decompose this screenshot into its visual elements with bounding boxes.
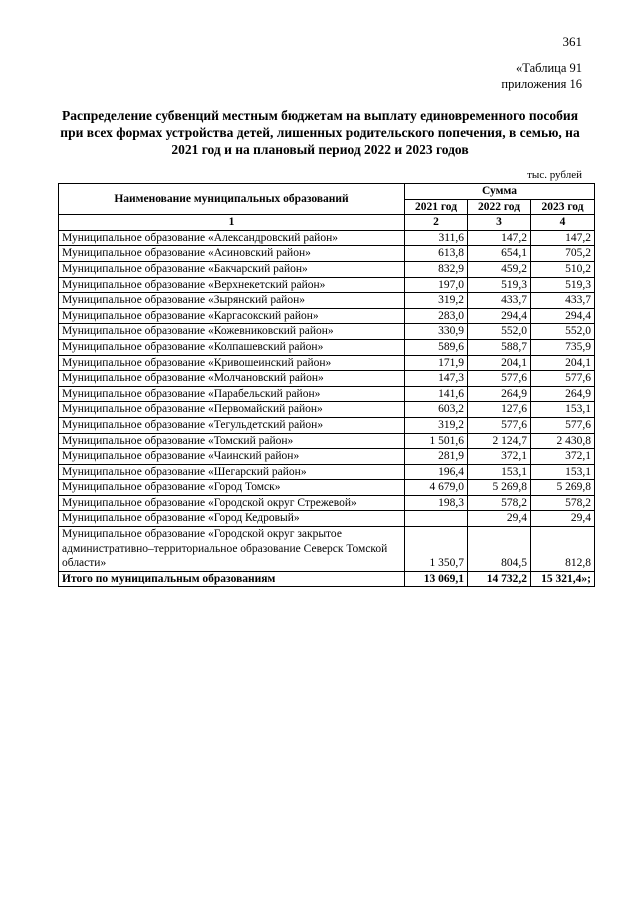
amount-2023: 264,9	[531, 386, 595, 402]
table-header-row	[59, 184, 595, 200]
amount-2021: 171,9	[405, 355, 468, 371]
subvention-table	[58, 183, 595, 587]
table-row	[59, 339, 595, 355]
table-row	[59, 246, 595, 262]
municipality-name: Муниципальное образование «Томский район»	[59, 433, 405, 449]
amount-2021: 613,8	[405, 246, 468, 262]
amount-2022: 2 124,7	[468, 433, 531, 449]
table-row	[59, 527, 595, 572]
amount-2023: 294,4	[531, 308, 595, 324]
amount-2021	[405, 511, 468, 527]
table-row	[59, 293, 595, 309]
amount-2023: 153,1	[531, 464, 595, 480]
amount-2021: 1 350,7	[405, 527, 468, 572]
table-row	[59, 402, 595, 418]
table-row	[59, 417, 595, 433]
amount-2021: 832,9	[405, 261, 468, 277]
table-reference-line2: приложения 16	[501, 77, 582, 91]
header-sum: Сумма	[405, 184, 595, 200]
amount-2021: 319,2	[405, 293, 468, 309]
amount-2023: 372,1	[531, 449, 595, 465]
municipality-name: Муниципальное образование «Чаинский район»	[59, 449, 405, 465]
amount-2022: 804,5	[468, 527, 531, 572]
municipality-name: Муниципальное образование «Городской округ Стрежевой»	[59, 495, 405, 511]
amount-2023: 2 430,8	[531, 433, 595, 449]
municipality-name: Муниципальное образование «Город Томск»	[59, 480, 405, 496]
table-row	[59, 386, 595, 402]
table-row	[59, 449, 595, 465]
table-row	[59, 511, 595, 527]
amount-2022: 147,2	[468, 230, 531, 246]
amount-2022: 654,1	[468, 246, 531, 262]
municipality-name: Муниципальное образование «Кривошеинский район»	[59, 355, 405, 371]
amount-2022: 459,2	[468, 261, 531, 277]
amount-2021: 589,6	[405, 339, 468, 355]
municipality-name: Муниципальное образование «Тегульдетский район»	[59, 417, 405, 433]
table-row	[59, 371, 595, 387]
total-label: Итого по муниципальным образованиям	[59, 571, 405, 587]
amount-2021: 330,9	[405, 324, 468, 340]
amount-2021: 4 679,0	[405, 480, 468, 496]
amount-2023: 577,6	[531, 417, 595, 433]
amount-2021: 196,4	[405, 464, 468, 480]
header-2022: 2022 год	[468, 199, 531, 215]
table-row	[59, 480, 595, 496]
amount-2023: 433,7	[531, 293, 595, 309]
amount-2021: 197,0	[405, 277, 468, 293]
amount-2022: 552,0	[468, 324, 531, 340]
header-2023: 2023 год	[531, 199, 595, 215]
amount-2022: 127,6	[468, 402, 531, 418]
amount-2022: 5 269,8	[468, 480, 531, 496]
municipality-name: Муниципальное образование «Молчановский район»	[59, 371, 405, 387]
amount-2021: 141,6	[405, 386, 468, 402]
table-row	[59, 277, 595, 293]
header-name-column: Наименование муниципальных образований	[59, 184, 405, 215]
amount-2022: 433,7	[468, 293, 531, 309]
municipality-name: Муниципальное образование «Колпашевский район»	[59, 339, 405, 355]
units-label: тыс. рублей	[527, 169, 582, 181]
municipality-name: Муниципальное образование «Город Кедровый»	[59, 511, 405, 527]
table-row	[59, 230, 595, 246]
municipality-name: Муниципальное образование «Парабельский район»	[59, 386, 405, 402]
amount-2022: 588,7	[468, 339, 531, 355]
municipality-name: Муниципальное образование «Бакчарский район»	[59, 261, 405, 277]
table-row	[59, 308, 595, 324]
amount-2023: 29,4	[531, 511, 595, 527]
amount-2021: 603,2	[405, 402, 468, 418]
amount-2022: 264,9	[468, 386, 531, 402]
table-row	[59, 324, 595, 340]
column-number: 1	[59, 215, 405, 231]
table-reference-line1: «Таблица 91	[516, 61, 582, 75]
amount-2022: 294,4	[468, 308, 531, 324]
amount-2023: 153,1	[531, 402, 595, 418]
amount-2022: 519,3	[468, 277, 531, 293]
amount-2022: 577,6	[468, 417, 531, 433]
amount-2021: 147,3	[405, 371, 468, 387]
column-number: 3	[468, 215, 531, 231]
municipality-name: Муниципальное образование «Шегарский район»	[59, 464, 405, 480]
table-row	[59, 433, 595, 449]
amount-2023: 204,1	[531, 355, 595, 371]
amount-2022: 578,2	[468, 495, 531, 511]
amount-2021: 281,9	[405, 449, 468, 465]
table-row	[59, 464, 595, 480]
amount-2021: 1 501,6	[405, 433, 468, 449]
amount-2021: 283,0	[405, 308, 468, 324]
total-2022: 14 732,2	[468, 571, 531, 587]
amount-2023: 519,3	[531, 277, 595, 293]
municipality-name: Муниципальное образование «Кожевниковский район»	[59, 324, 405, 340]
total-row	[59, 571, 595, 587]
amount-2021: 311,6	[405, 230, 468, 246]
amount-2021: 319,2	[405, 417, 468, 433]
municipality-name: Муниципальное образование «Верхнекетский район»	[59, 277, 405, 293]
amount-2023: 578,2	[531, 495, 595, 511]
column-number: 4	[531, 215, 595, 231]
amount-2023: 812,8	[531, 527, 595, 572]
municipality-name: Муниципальное образование «Городской округ закрытое административно–территориальное образование Северск Томской области»	[59, 527, 405, 572]
column-numbers-row	[59, 215, 595, 231]
amount-2023: 552,0	[531, 324, 595, 340]
document-title: Распределение субвенций местным бюджетам на выплату единовременного пособия при всех формах устройства детей, лишенных родительского попечения, в семью, на 2021 год и на плановый период 2022 и 2023 годов	[60, 108, 580, 157]
municipality-name: Муниципальное образование «Асиновский район»	[59, 246, 405, 262]
amount-2023: 577,6	[531, 371, 595, 387]
column-number: 2	[405, 215, 468, 231]
amount-2023: 510,2	[531, 261, 595, 277]
header-2021: 2021 год	[405, 199, 468, 215]
amount-2023: 147,2	[531, 230, 595, 246]
municipality-name: Муниципальное образование «Каргасокский район»	[59, 308, 405, 324]
amount-2022: 153,1	[468, 464, 531, 480]
municipality-name: Муниципальное образование «Зырянский район»	[59, 293, 405, 309]
municipality-name: Муниципальное образование «Первомайский район»	[59, 402, 405, 418]
amount-2022: 204,1	[468, 355, 531, 371]
municipality-name: Муниципальное образование «Александровский район»	[59, 230, 405, 246]
amount-2022: 577,6	[468, 371, 531, 387]
total-2021: 13 069,1	[405, 571, 468, 587]
amount-2023: 735,9	[531, 339, 595, 355]
amount-2022: 29,4	[468, 511, 531, 527]
table-reference	[501, 60, 582, 92]
table-row	[59, 261, 595, 277]
page-number: 361	[562, 34, 582, 49]
total-2023: 15 321,4»;	[531, 571, 595, 587]
amount-2023: 705,2	[531, 246, 595, 262]
amount-2023: 5 269,8	[531, 480, 595, 496]
amount-2022: 372,1	[468, 449, 531, 465]
amount-2021: 198,3	[405, 495, 468, 511]
table-row	[59, 495, 595, 511]
table-row	[59, 355, 595, 371]
